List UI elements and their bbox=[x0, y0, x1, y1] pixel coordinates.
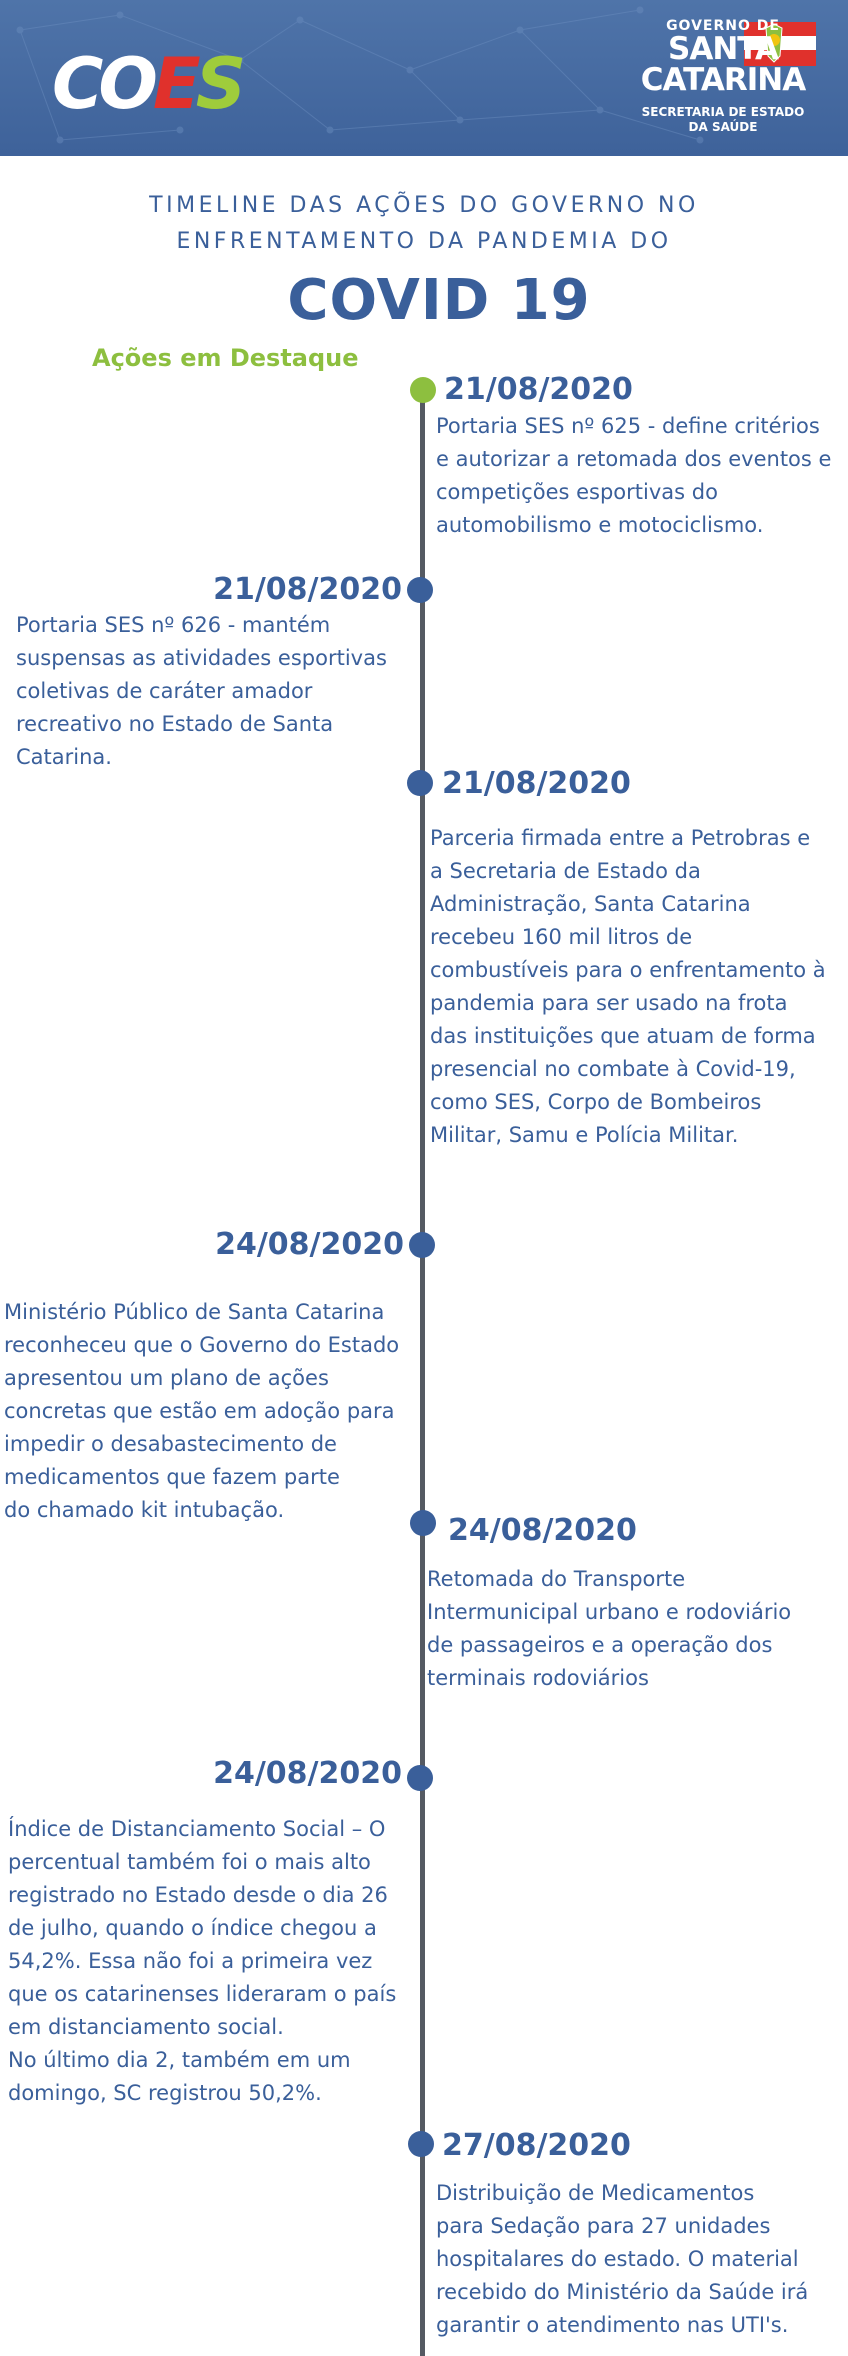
event-text-line: suspensas as atividades esportivas bbox=[16, 646, 387, 670]
event-text-line: Portaria SES nº 626 - mantém bbox=[16, 613, 331, 637]
event-date: 24/08/2020 bbox=[448, 1513, 637, 1548]
governo-sc-logo bbox=[618, 18, 828, 135]
timeline-dot bbox=[410, 1510, 436, 1536]
event-text-line: reconheceu que o Governo do Estado bbox=[4, 1333, 400, 1357]
header-banner bbox=[0, 0, 848, 156]
event-text-line: impedir o desabastecimento de bbox=[4, 1432, 337, 1456]
event-text-line: concretas que estão em adoção para bbox=[4, 1399, 395, 1423]
event-text-line: domingo, SC registrou 50,2%. bbox=[8, 2081, 322, 2105]
event-text-line: presencial no combate à Covid-19, bbox=[430, 1057, 796, 1081]
event-text-line: No último dia 2, também em um bbox=[8, 2048, 351, 2072]
event-text-line: combustíveis para o enfrentamento à bbox=[430, 958, 826, 982]
event-text-line: Intermunicipal urbano e rodoviário bbox=[427, 1600, 792, 1624]
title-covid: COVID 19 bbox=[287, 268, 591, 333]
gov-logo-line4: DA SAÚDE bbox=[688, 120, 758, 134]
event-description bbox=[4, 1296, 399, 1527]
event-text-line: garantir o atendimento nas UTI's. bbox=[436, 2313, 789, 2337]
event-description bbox=[427, 1563, 791, 1695]
event-text-line: Portaria SES nº 625 - define critérios bbox=[436, 414, 820, 438]
event-text-line: que os catarinenses lideraram o país bbox=[8, 1982, 397, 2006]
event-text-line: Retomada do Transporte bbox=[427, 1567, 686, 1591]
timeline-line bbox=[420, 390, 425, 2356]
event-description bbox=[436, 410, 831, 542]
gov-logo-line2a: SANTA bbox=[668, 31, 778, 67]
event-text-line: automobilismo e motociclismo. bbox=[436, 513, 764, 537]
event-text-line: Catarina. bbox=[16, 745, 112, 769]
event-text-line: registrado no Estado desde o dia 26 bbox=[8, 1883, 388, 1907]
event-text-line: como SES, Corpo de Bombeiros bbox=[430, 1090, 762, 1114]
event-text-line: 54,2%. Essa não foi a primeira vez bbox=[8, 1949, 373, 1973]
event-text-line: pandemia para ser usado na frota bbox=[430, 991, 788, 1015]
event-description bbox=[16, 609, 387, 774]
timeline-title bbox=[0, 188, 848, 260]
timeline-dot bbox=[408, 2131, 434, 2157]
coes-logo-s: S bbox=[195, 43, 242, 125]
event-text-line: Distribuição de Medicamentos bbox=[436, 2181, 755, 2205]
event-text-line: de julho, quando o índice chegou a bbox=[8, 1916, 377, 1940]
timeline-dot bbox=[410, 377, 436, 403]
event-text-line: para Sedação para 27 unidades bbox=[436, 2214, 771, 2238]
gov-logo-line1: GOVERNO DE bbox=[666, 18, 780, 34]
event-date: 21/08/2020 bbox=[213, 572, 402, 607]
event-text-line: percentual também foi o mais alto bbox=[8, 1850, 371, 1874]
timeline-dot bbox=[409, 1232, 435, 1258]
event-text-line: das instituições que atuam de forma bbox=[430, 1024, 816, 1048]
event-text-line: hospitalares do estado. O material bbox=[436, 2247, 799, 2271]
event-text-line: Administração, Santa Catarina bbox=[430, 892, 751, 916]
event-date: 24/08/2020 bbox=[213, 1756, 402, 1791]
timeline-dot bbox=[407, 1765, 433, 1791]
gov-logo-line2b: CATARINA bbox=[640, 62, 806, 98]
subtitle-acoes-destaque: Ações em Destaque bbox=[92, 344, 359, 372]
event-text-line: Ministério Público de Santa Catarina bbox=[4, 1300, 385, 1324]
event-text-line: a Secretaria de Estado da bbox=[430, 859, 701, 883]
gov-logo-line3: SECRETARIA DE ESTADO bbox=[641, 105, 805, 119]
event-text-line: de passageiros e a operação dos bbox=[427, 1633, 773, 1657]
event-text-line: e autorizar a retomada dos eventos e bbox=[436, 447, 832, 471]
event-description bbox=[8, 1813, 396, 2110]
event-date: 21/08/2020 bbox=[444, 372, 633, 407]
event-description bbox=[436, 2177, 808, 2342]
coes-logo-co: CO bbox=[52, 43, 153, 125]
event-text-line: terminais rodoviários bbox=[427, 1666, 649, 1690]
event-text-line: do chamado kit intubação. bbox=[4, 1498, 285, 1522]
event-description bbox=[430, 822, 826, 1152]
timeline-dot bbox=[407, 577, 433, 603]
event-text-line: Parceria firmada entre a Petrobras e bbox=[430, 826, 811, 850]
title-line1: TIMELINE DAS AÇÕES DO GOVERNO NO bbox=[149, 193, 699, 218]
timeline-dot bbox=[407, 770, 433, 796]
event-date: 21/08/2020 bbox=[442, 766, 631, 801]
event-text-line: recreativo no Estado de Santa bbox=[16, 712, 334, 736]
coes-logo bbox=[52, 44, 241, 124]
event-text-line: apresentou um plano de ações bbox=[4, 1366, 329, 1390]
event-date: 24/08/2020 bbox=[215, 1227, 404, 1262]
event-text-line: medicamentos que fazem parte bbox=[4, 1465, 340, 1489]
event-text-line: competições esportivas do bbox=[436, 480, 718, 504]
event-text-line: recebido do Ministério da Saúde irá bbox=[436, 2280, 809, 2304]
event-text-line: coletivas de caráter amador bbox=[16, 679, 313, 703]
title-line2: ENFRENTAMENTO DA PANDEMIA DO bbox=[176, 229, 672, 254]
event-text-line: Índice de Distanciamento Social – O bbox=[8, 1817, 386, 1841]
coes-logo-e: E bbox=[152, 43, 196, 125]
event-date: 27/08/2020 bbox=[442, 2128, 631, 2163]
event-text-line: recebeu 160 mil litros de bbox=[430, 925, 693, 949]
event-text-line: em distanciamento social. bbox=[8, 2015, 284, 2039]
event-text-line: Militar, Samu e Polícia Militar. bbox=[430, 1123, 739, 1147]
